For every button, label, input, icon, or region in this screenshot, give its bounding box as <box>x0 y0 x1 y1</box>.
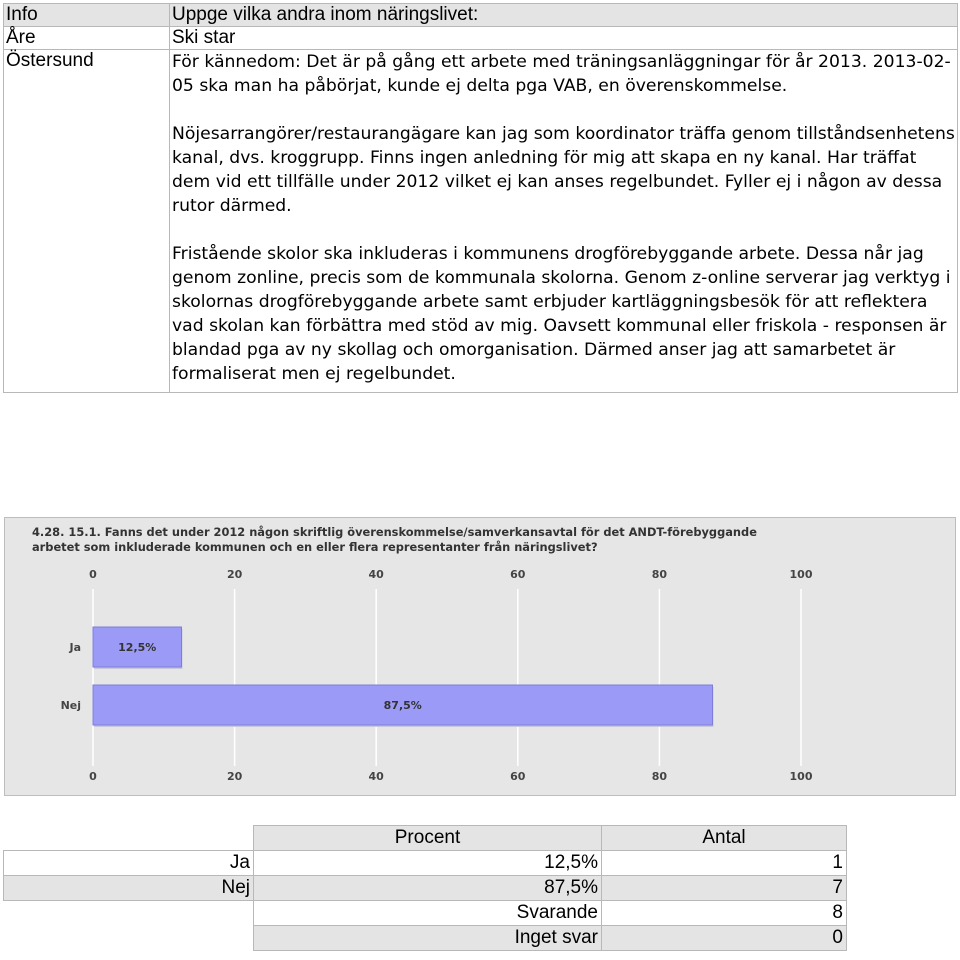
info-row-label: Östersund <box>4 50 170 393</box>
stats-table <box>3 825 847 951</box>
info-header-label: Info <box>4 4 170 27</box>
stats-header-count: Antal <box>602 826 847 851</box>
chart-plot <box>5 518 957 797</box>
info-row-value <box>170 50 958 393</box>
stats-summary-svarande <box>4 901 847 926</box>
x-tick-label: 40 <box>368 770 384 783</box>
data-label: 87,5% <box>383 699 422 712</box>
x-tick-label: 20 <box>226 770 243 783</box>
x-tick-label: 80 <box>651 568 668 581</box>
info-row-are <box>4 27 958 50</box>
stats-summary-count: 0 <box>602 926 847 951</box>
info-row-label: Åre <box>4 27 170 50</box>
x-tick-label: 0 <box>89 568 97 581</box>
stats-summary-inget-svar <box>4 926 847 951</box>
info-header-value: Uppge vilka andra inom näringslivet: <box>170 4 958 27</box>
x-tick-label: 0 <box>89 770 97 783</box>
info-row-ostersund <box>4 50 958 393</box>
paragraph: Fristående skolor ska inkluderas i kommunens drogförebyggande arbete. Dessa når jag genom zonline, precis som de kommunala skolorna. Genom z-online serverar jag verktyg i skolornas drogförebyggande arbete samt erbjuder kartläggningsbesök för att reflektera vad skolan kan förbättra med stöd av mig. Oavsett kommunal eller friskola - responsen är blandad pga av ny skollag och omorganisation. Därmed anser jag att samarbetet är formaliserat men ej regelbundet. <box>172 244 951 384</box>
x-tick-label: 20 <box>226 568 243 581</box>
stats-row-percent: 12,5% <box>254 851 602 876</box>
stats-row-label: Nej <box>4 876 254 901</box>
plot-area <box>93 589 801 766</box>
data-label: 12,5% <box>118 641 157 654</box>
paragraph: För kännedom: Det är på gång ett arbete med träningsanläggningar för år 2013. 2013-02-05 ska man ha påbörjat, kunde ej delta pga VAB, en överenskommelse. <box>172 52 951 96</box>
paragraph: Nöjesarrangörer/restaurangägare kan jag som koordinator träffa genom tillståndsenhetens kanal, dvs. kroggrupp. Finns ingen anledning för mig att skapa en ny kanal. Har träffat dem vid ett tillfälle under 2012 vilket ej kan anses regelbundet. Fyller ej i någon av dessa rutor därmed. <box>172 124 955 216</box>
stats-header-blank <box>4 826 254 851</box>
stats-summary-blank <box>4 926 254 951</box>
stats-summary-count: 8 <box>602 901 847 926</box>
x-tick-label: 40 <box>368 568 384 581</box>
stats-row-nej <box>4 876 847 901</box>
info-table <box>3 3 958 393</box>
chart-title: 4.28. 15.1. Fanns det under 2012 någon skriftlig överenskommelse/samverkansavtal för det ANDT-förebyggande arbetet som inkluderade kommunen och en eller flera representanter från näringslivet? <box>32 525 757 554</box>
stats-summary-label: Inget svar <box>254 926 602 951</box>
x-tick-label: 100 <box>789 568 813 581</box>
category-label: Ja <box>69 641 81 654</box>
x-tick-label: 60 <box>510 770 526 783</box>
stats-row-ja <box>4 851 847 876</box>
stats-summary-label: Svarande <box>254 901 602 926</box>
stats-header-row <box>4 826 847 851</box>
stats-row-count: 7 <box>602 876 847 901</box>
x-tick-label: 100 <box>789 770 813 783</box>
stats-row-label: Ja <box>4 851 254 876</box>
stats-summary-blank <box>4 901 254 926</box>
x-tick-label: 60 <box>510 568 526 581</box>
category-label: Nej <box>60 699 81 712</box>
stats-row-count: 1 <box>602 851 847 876</box>
info-header-row <box>4 4 958 27</box>
stats-header-percent: Procent <box>254 826 602 851</box>
x-tick-label: 80 <box>651 770 668 783</box>
stats-row-percent: 87,5% <box>254 876 602 901</box>
info-row-value: Ski star <box>170 27 958 50</box>
bar-chart <box>4 517 956 796</box>
